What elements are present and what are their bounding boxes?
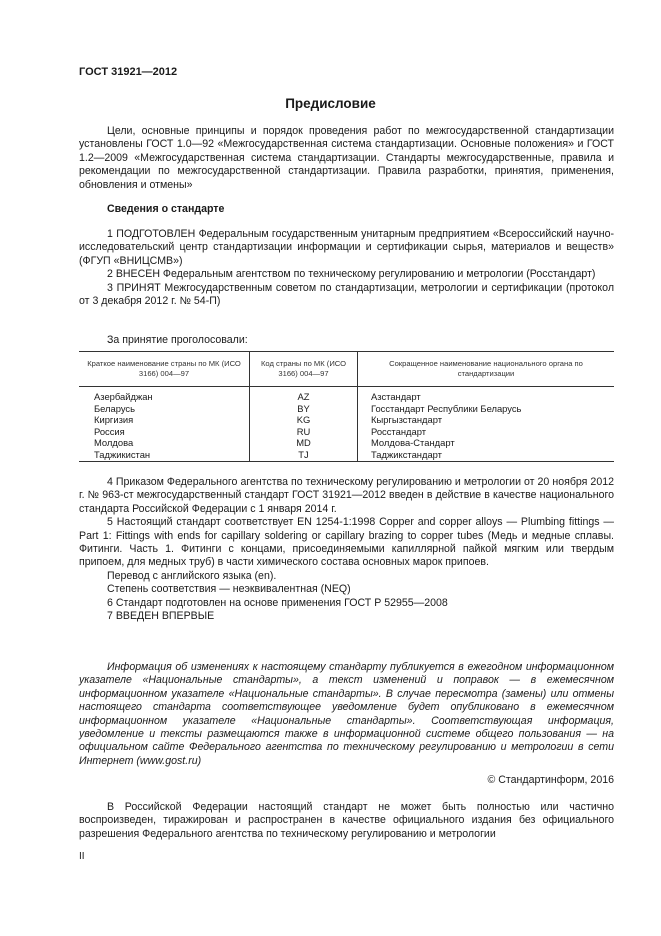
- table-row: [79, 437, 614, 449]
- table-row: [79, 387, 614, 403]
- translation-note: Перевод с английского языка (en).: [107, 569, 277, 582]
- info-heading: Сведения о стандарте: [107, 203, 225, 215]
- table-row: [79, 426, 614, 438]
- info-item-2: 2 ВНЕСЕН Федеральным агентством по техническому регулированию и метрологии (Росстандарт): [107, 268, 596, 281]
- vote-label: За принятие проголосовали:: [107, 334, 248, 346]
- reproduction-restriction: В Российской Федерации настоящий стандарт не может быть полностью или частично воспроизведен, тиражирован и распространен в качестве официального издания без официального разрешения Федерального агентства по техническому регулированию и метрологии: [79, 801, 614, 840]
- header-body: Сокращенное наименование национального органа по стандартизации: [358, 352, 615, 387]
- cell-country: Таджикистан: [79, 449, 250, 462]
- cell-code: MD: [250, 437, 358, 449]
- page-title: Предисловие: [285, 96, 376, 111]
- cell-code: TJ: [250, 449, 358, 462]
- cell-code: AZ: [250, 387, 358, 403]
- cell-code: RU: [250, 426, 358, 438]
- table-header-row: [79, 352, 614, 387]
- table-row: [79, 403, 614, 415]
- cell-body: Таджикстандарт: [358, 449, 615, 462]
- document-id-header: ГОСТ 31921—2012: [79, 66, 178, 78]
- table-row: [79, 414, 614, 426]
- page-number: II: [79, 851, 85, 862]
- cell-body: Госстандарт Республики Беларусь: [371, 402, 522, 414]
- countries-table: [79, 351, 614, 462]
- header-country: Краткое наименование страны по МК (ИСО 3166) 004—97: [79, 352, 250, 387]
- item-4: 4 Приказом Федерального агентства по техническому регулированию и метрологии от 20 ноября 2012 г. № 963-ст межгосударственный стандарт ГОСТ 31921—2012 введен в действие в качестве национального стандарта Российской Федерации с 1 января 2014 г.: [79, 476, 614, 515]
- cell-country: Молдова: [79, 437, 250, 449]
- info-items: [79, 228, 614, 308]
- info-item-3: 3 ПРИНЯТ Межгосударственным советом по стандартизации, метрологии и сертификации (протокол от 3 декабря 2012 г. № 54-П): [79, 281, 614, 308]
- header-code: Код страны по МК (ИСО 3166) 004—97: [250, 352, 358, 387]
- table-row: [79, 449, 614, 462]
- changes-notice: Информация об изменениях к настоящему стандарту публикуется в ежегодном информационном указателе «Национальные стандарты», а текст изменений и поправок — в ежемесячном информационном указателе «Национальные стандарты». В случае пересмотра (замены) или отмены настоящего стандарта соответствующее уведомление будет опубликовано в ежемесячном информационном указателе «Национальные стандарты». Соответствующая информация, уведомление и тексты размещаются также в информационной системе общего пользования — на официальном сайте Федерального агентства по техническому регулированию и метрологии в сети Интернет (www.gost.ru): [79, 661, 614, 767]
- item-6: 6 Стандарт подготовлен на основе применения ГОСТ Р 52955—2008: [107, 596, 448, 609]
- cell-body: Азстандарт: [371, 391, 421, 402]
- info-item-1: 1 ПОДГОТОВЛЕН Федеральным государственным унитарным предприятием «Всероссийский научно-исследовательский центр стандартизации информации и сертификации сырья, материалов и веществ» (ФГУП «ВНИЦСМВ»): [79, 228, 614, 267]
- cell-body: Росстандарт: [371, 425, 426, 437]
- cell-body: Кыргызстандарт: [371, 414, 443, 425]
- item-5: 5 Настоящий стандарт соответствует EN 1254-1:1998 Copper and copper alloys — Plumbing fittings — Part 1: Fittings with ends for capillary soldering or capillary brazing to copper tubes (Медь и медные сплавы. Фитинги. Часть 1. Фитинги с концами, присоединяемыми капиллярной пайкой мягким или твердым припоем, для медных труб) в части химического состава основных марок припоев.: [79, 516, 614, 569]
- cell-country: Беларусь: [79, 403, 250, 415]
- cell-code: KG: [250, 414, 358, 426]
- cell-code: BY: [250, 403, 358, 415]
- cell-country: Азербайджан: [79, 387, 250, 403]
- cell-body: Молдова-Стандарт: [371, 437, 455, 448]
- intro-paragraph: Цели, основные принципы и порядок проведения работ по межгосударственной стандартизации установлены ГОСТ 1.0—92 «Межгосударственная система стандартизации. Основные положения» и ГОСТ 1.2—2009 «Межгосударственная система стандартизации. Стандарты межгосударственные, правила и рекомендации по межгосударственной стандартизации. Правила разработки, принятия, применения, обновления и отмены»: [79, 125, 614, 191]
- copyright: © Стандартинформ, 2016: [487, 774, 614, 786]
- cell-country: Киргизия: [79, 414, 250, 426]
- items-after: [79, 476, 614, 623]
- cell-country: Россия: [79, 426, 250, 438]
- item-7: 7 ВВЕДЕН ВПЕРВЫЕ: [107, 610, 215, 623]
- conformity-degree: Степень соответствия — неэквивалентная (NEQ): [107, 583, 351, 596]
